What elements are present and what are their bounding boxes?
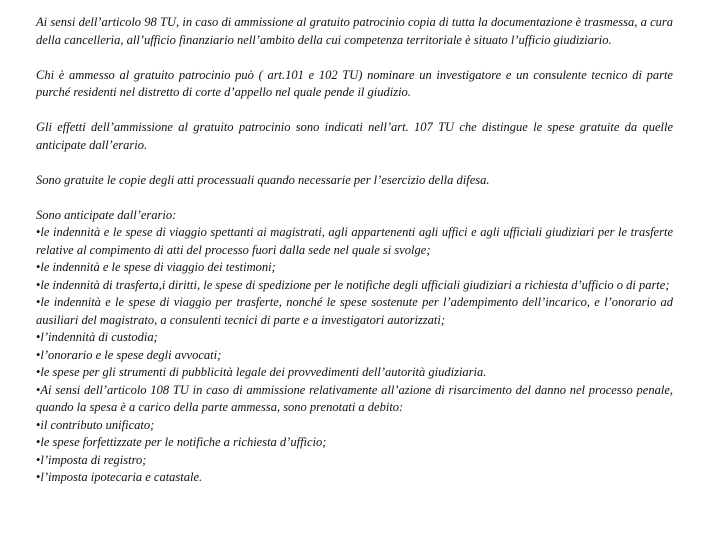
bullet-icon: •: [36, 260, 41, 274]
list-item-text: le spese forfettizzate per le notifiche a richiesta d’ufficio;: [40, 435, 327, 449]
anticipated-expenses-list: [36, 224, 673, 487]
bullet-icon: •: [36, 347, 41, 362]
list-item-text: l’onorario e le spese degli avvocati;: [40, 347, 222, 362]
list-item: [36, 277, 673, 295]
list-item-text: le spese per gli strumenti di pubblicità legale dei provvedimenti dell’autorità giudiziaria.: [40, 365, 487, 379]
list-item: [36, 224, 673, 259]
list-item-text: l’imposta ipotecaria e catastale.: [40, 470, 203, 484]
list-item: [36, 259, 673, 277]
list-item: [36, 329, 673, 347]
paragraph-article-98: Ai sensi dell’articolo 98 TU, in caso di ammissione al gratuito patrocinio copia di tutta la documentazione è trasmessa, a cura della cancelleria, all’ufficio finanziario nell’ambito della cui competenza territoriale è situato l’ufficio giudiziario.: [36, 15, 673, 47]
bullet-icon: •: [36, 452, 41, 467]
bullet-icon: •: [36, 225, 41, 239]
list-item: [36, 417, 673, 435]
bullet-icon: •: [36, 435, 41, 449]
bullet-icon: •: [36, 470, 41, 484]
list-item: [36, 364, 673, 382]
list-item-text: le indennità di trasferta,i diritti, le spese di spedizione per le notifiche degli ufficiali giudiziari a richiesta d’ufficio o di parte;: [40, 277, 670, 292]
list-item: [36, 382, 673, 417]
list-item: [36, 294, 673, 329]
bullet-icon: •: [36, 277, 41, 292]
document-body: [36, 14, 673, 487]
list-item-text: Ai sensi dell’articolo 108 TU in caso di ammissione relativamente all’azione di risarcimento del danno nel processo penale, quando la spesa è a carico della parte ammessa, sono prenotati a debito:: [36, 382, 673, 414]
bullet-icon: •: [36, 417, 41, 432]
list-item-text: le indennità e le spese di viaggio spettanti ai magistrati, agli appartenenti agli uffici e agli ufficiali giudiziari per le trasferte relative al compimento di atti del processo fuori dalla sede nel quale si svolge;: [36, 225, 673, 257]
list-item: [36, 452, 673, 470]
bullet-icon: •: [36, 295, 41, 309]
bullet-icon: •: [36, 330, 41, 344]
paragraph-free-copies: Sono gratuite le copie degli atti processuali quando necessarie per l’esercizio della difesa.: [36, 172, 490, 187]
list-item-text: le indennità e le spese di viaggio dei testimoni;: [40, 260, 276, 274]
list-intro: Sono anticipate dall’erario:: [36, 207, 177, 222]
list-item-text: le indennità e le spese di viaggio per trasferte, nonché le spese sostenute per l’adempimento dell’incarico, e l’onorario ad ausiliari del magistrato, a consulenti tecnici di parte e a investigatori autorizzati;: [36, 295, 673, 327]
list-item-text: il contributo unificato;: [40, 417, 155, 432]
list-item: [36, 347, 673, 365]
list-item-text: l’imposta di registro;: [40, 452, 147, 467]
paragraph-effects-article-107: Gli effetti dell’ammissione al gratuito patrocinio sono indicati nell’art. 107 TU che distingue le spese gratuite da quelle anticipate dall’erario.: [36, 120, 673, 152]
list-item-text: l’indennità di custodia;: [40, 330, 158, 344]
paragraph-investigator-consultant: Chi è ammesso al gratuito patrocinio può ( art.101 e 102 TU) nominare un investigatore e un consulente tecnico di parte purché residenti nel distretto di corte d’appello nel quale pende il giudizio.: [36, 67, 673, 99]
list-item: [36, 469, 673, 487]
bullet-icon: •: [36, 382, 41, 397]
list-item: [36, 434, 673, 452]
bullet-icon: •: [36, 365, 41, 379]
